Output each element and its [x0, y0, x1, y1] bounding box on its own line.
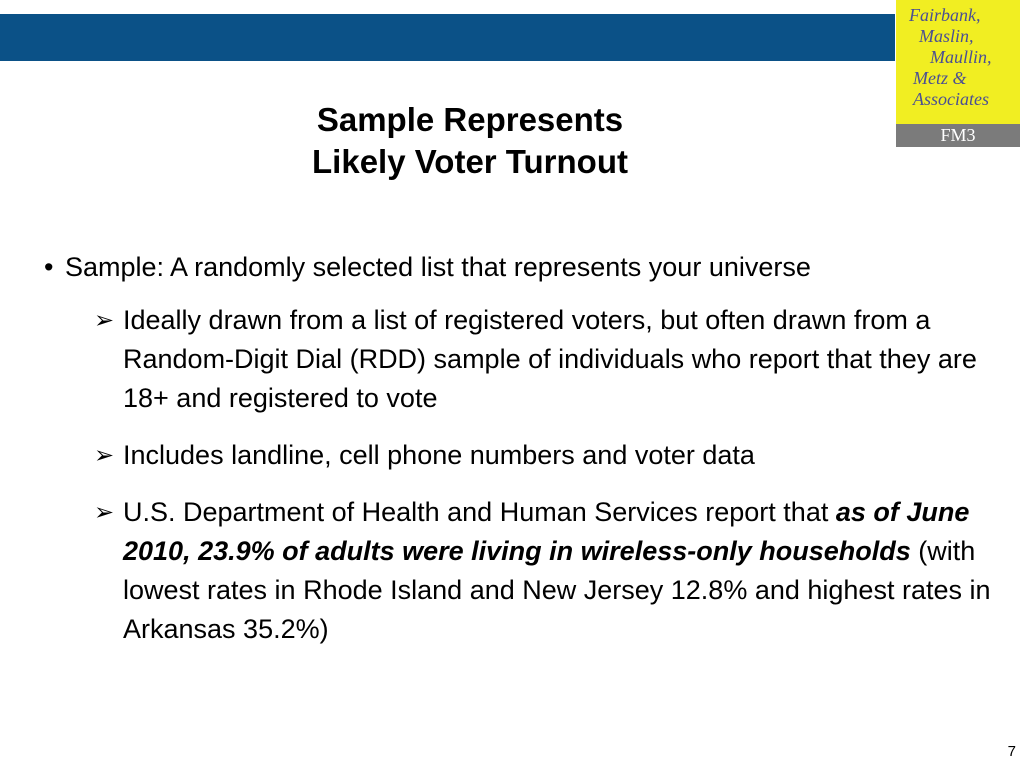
arrow-bullet-icon: ➢	[93, 442, 115, 469]
bullet-list	[44, 248, 994, 667]
logo-line-3: Maullin,	[930, 47, 992, 67]
bullet-dot: •	[44, 252, 54, 282]
header-bar	[0, 14, 895, 61]
sub-bullet-text	[123, 493, 994, 649]
company-logo	[896, 0, 1020, 147]
main-bullet-text: Sample: A randomly selected list that represents your universe	[65, 252, 811, 282]
emphasized-statistic: as of June 2010, 23.9% of adults were living in wireless-only households	[123, 497, 970, 566]
sub-bullet-text-lead: U.S. Department of Health and Human Services report that	[123, 497, 836, 527]
arrow-bullet-icon: ➢	[93, 307, 115, 334]
logo-band: FM3	[896, 124, 1020, 147]
sub-bullet-3	[93, 493, 994, 649]
main-bullet	[44, 248, 994, 287]
logo-line-5: Associates	[913, 89, 989, 109]
sub-bullet-text-tail: (with lowest rates in Rhode Island and New Jersey 12.8% and highest rates in Arkansas 35.2%)	[123, 536, 991, 644]
sub-bullet-text: Ideally drawn from a list of registered voters, but often drawn from a Random-Digit Dial (RDD) sample of individuals who report that they are 18+ and registered to vote	[123, 305, 977, 413]
sub-bullet-text: Includes landline, cell phone numbers and voter data	[123, 440, 755, 470]
logo-wordmark	[896, 6, 1020, 118]
sub-bullet-1	[93, 301, 994, 418]
slide-title-line-2: Likely Voter Turnout	[312, 143, 628, 180]
page-number: 7	[1007, 743, 1016, 760]
slide-title	[210, 99, 730, 183]
logo-line-1: Fairbank,	[909, 5, 981, 25]
logo-line-4: Metz &	[913, 68, 967, 88]
arrow-bullet-icon: ➢	[93, 499, 115, 526]
sub-bullet-2	[93, 436, 994, 475]
logo-line-2: Maslin,	[919, 26, 974, 46]
slide-title-line-1: Sample Represents	[316, 101, 624, 138]
